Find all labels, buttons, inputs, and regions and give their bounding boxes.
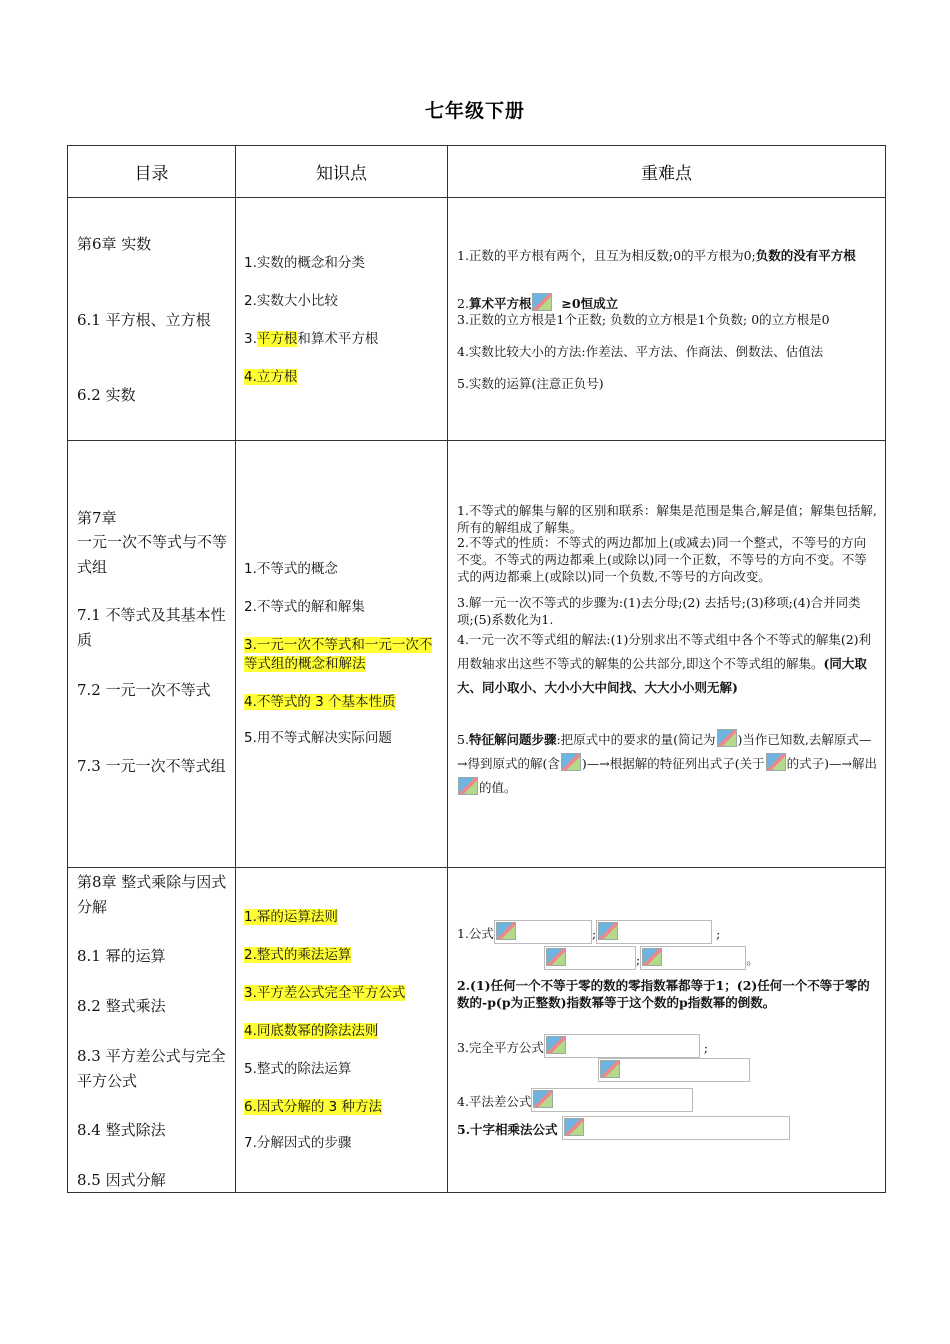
ch8-toc-cell xyxy=(68,868,236,1193)
ch6-key-2 xyxy=(457,293,618,312)
ch6-title: 第6章 实数 xyxy=(77,235,152,253)
syllabus-table xyxy=(67,145,886,1193)
table-row-ch6 xyxy=(68,198,886,441)
ch6-sec1: 6.1 平方根、立方根 xyxy=(77,311,211,329)
formula-image-icon xyxy=(561,753,581,771)
ch6-key-1a: 1.正数的平方根有两个，且互为相反数;0的平方根为0; xyxy=(457,248,756,263)
ch7-sec2: 7.2 一元一次不等式 xyxy=(77,681,211,699)
ch7-sec3: 7.3 一元一次不等式组 xyxy=(77,757,226,775)
ch8-key-3 xyxy=(457,1034,708,1058)
formula-box xyxy=(562,1116,790,1140)
ch8-key-3-label: 3.完全平方公式 xyxy=(457,1040,544,1055)
ch6-key-3: 3.正数的立方根是1个正数; 负数的立方根是1个负数; 0的立方根是0 xyxy=(457,312,830,327)
ch6-key-5: 5.实数的运算(注意正负号) xyxy=(457,376,604,391)
ch7-key-5b: 特征解问题步骤 xyxy=(468,732,557,747)
ch8-point-1: 1.幂的运算法则 xyxy=(244,909,338,925)
ch7-key-cell xyxy=(448,441,886,868)
ch7-title: 第7章 xyxy=(77,509,117,527)
ch7-key-5f: 的式子)—→解出 xyxy=(786,756,877,771)
ch6-key-4: 4.实数比较大小的方法:作差法、平方法、作商法、倒数法、估值法 xyxy=(457,344,824,359)
formula-image-icon xyxy=(642,948,662,966)
ch8-point-4: 4.同底数幂的除法法则 xyxy=(244,1023,379,1039)
ch7-key-1: 1.不等式的解集与解的区别和联系：解集是范围是集合,解是值；解集包括解,所有的解组成了解集。 xyxy=(457,503,877,535)
ch7-key-5 xyxy=(457,728,877,800)
ch8-key-1-end: 。 xyxy=(746,952,759,967)
ch8-point-7: 7.分解因式的步骤 xyxy=(244,1135,352,1151)
ch8-point-2: 2.整式的乘法运算 xyxy=(244,947,352,963)
ch8-key-4 xyxy=(457,1088,693,1112)
header-toc: 目录 xyxy=(68,146,236,198)
ch7-key-5a: 5. xyxy=(457,732,469,747)
ch8-title: 第8章 整式乘除与因式分解 xyxy=(77,873,227,916)
formula-box xyxy=(544,1034,700,1058)
ch7-point-4: 4.不等式的 3 个基本性质 xyxy=(244,694,396,710)
formula-box xyxy=(531,1088,693,1112)
ch7-subtitle: 一元一次不等式与不等式组 xyxy=(77,533,228,576)
ch6-point-3-hl: 平方根 xyxy=(256,331,298,347)
ch8-key-1-sep3: ; xyxy=(636,952,641,967)
ch8-key-3-line2 xyxy=(598,1058,750,1082)
ch6-toc-cell xyxy=(68,198,236,441)
formula-image-icon xyxy=(533,1090,553,1108)
ch6-point-3 xyxy=(244,330,378,349)
ch7-key-5g: 的值。 xyxy=(479,780,517,795)
ch8-point-5: 5.整式的除法运算 xyxy=(244,1061,352,1077)
ch6-key-1b: 负数的没有平方根 xyxy=(755,248,856,263)
ch8-key-1-sep2: ; xyxy=(716,926,721,941)
ch7-key-4 xyxy=(457,628,877,700)
ch6-key-2b: 算术平方根 xyxy=(468,296,532,311)
ch7-key-4b: (同大取大、同小取小、大小小大中间找、大大小小则无解) xyxy=(457,656,867,695)
header-key: 重难点 xyxy=(448,146,886,198)
ch8-key-3-sep: ; xyxy=(703,1040,709,1055)
ch8-sec2: 8.2 整式乘法 xyxy=(77,997,166,1015)
formula-box xyxy=(640,946,746,970)
formula-box xyxy=(494,920,592,944)
ch8-key-5 xyxy=(457,1116,790,1140)
ch8-point-3: 3.平方差公式完全平方公式 xyxy=(244,985,406,1001)
ch7-point-5: 5.用不等式解决实际问题 xyxy=(244,730,392,746)
ch7-point-2: 2.不等式的解和解集 xyxy=(244,599,365,615)
ch8-sec4: 8.4 整式除法 xyxy=(77,1121,166,1139)
ch8-sec1: 8.1 幂的运算 xyxy=(77,947,166,965)
formula-image-icon xyxy=(546,1036,566,1054)
ch6-point-3-rest: 和算术平方根 xyxy=(297,331,379,347)
table-row-ch8 xyxy=(68,868,886,1193)
formula-box xyxy=(544,946,636,970)
formula-image-icon xyxy=(766,753,786,771)
ch7-point-1: 1.不等式的概念 xyxy=(244,561,338,577)
ch7-key-5e: )—→根据解的特征列出式子(关于 xyxy=(581,756,765,771)
ch6-point-4: 4.立方根 xyxy=(244,369,298,385)
ch7-key-5d: )当作已知数,去解原式—→得到原式的解(含 xyxy=(457,732,872,771)
ch8-key-1-label: 1.公式 xyxy=(457,926,494,941)
formula-image-icon xyxy=(564,1118,584,1136)
formula-box xyxy=(598,1058,750,1082)
ch7-points-cell xyxy=(236,441,448,868)
ch6-key-2a: 2. xyxy=(457,296,469,311)
header-points: 知识点 xyxy=(236,146,448,198)
page-title: 七年级下册 xyxy=(424,100,525,122)
ch8-key-cell xyxy=(448,868,886,1193)
ch8-points-cell xyxy=(236,868,448,1193)
formula-image-icon xyxy=(546,948,566,966)
formula-image-icon xyxy=(717,729,737,747)
ch6-key-cell xyxy=(448,198,886,441)
ch6-key-1 xyxy=(457,247,877,264)
ch8-sec3: 8.3 平方差公式与完全平方公式 xyxy=(77,1047,226,1090)
table-header-row xyxy=(68,146,886,198)
ch8-key-2: 2.(1)任何一个不等于零的数的零指数幂都等于1；(2)任何一个不等于零的数的-p(p为正整数)指数幂等于这个数的p指数幂的倒数。 xyxy=(457,978,870,1010)
ch7-key-4a: 4.一元一次不等式组的解法:(1)分别求出不等式组中各个不等式的解集(2)利用数轴求出这些不等式的解集的公共部分,即这个不等式组的解集。 xyxy=(457,632,872,671)
ch8-key-1 xyxy=(457,920,720,944)
formula-image-icon xyxy=(598,922,618,940)
ch8-sec5: 8.5 因式分解 xyxy=(77,1171,166,1189)
formula-image-icon xyxy=(600,1060,620,1078)
ch7-key-5c: :把原式中的要求的量(简记为 xyxy=(556,732,716,747)
ch7-point-3: 3.一元一次不等式和一元一次不等式组的概念和解法 xyxy=(244,637,433,672)
ch7-key-3: 3.解一元一次不等式的步骤为:(1)去分母;(2) 去括号;(3)移项;(4)合并同类项;(5)系数化为1. xyxy=(457,595,861,627)
ch6-points-cell xyxy=(236,198,448,441)
ch8-key-4-label: 4.平法差公式 xyxy=(457,1094,532,1109)
ch7-sec1: 7.1 不等式及其基本性质 xyxy=(77,606,226,649)
ch6-sec2: 6.2 实数 xyxy=(77,386,136,404)
ch8-key-1-line2 xyxy=(544,946,759,970)
ch8-key-1-sep: ; xyxy=(591,926,597,941)
ch6-key-2c: ≥0恒成立 xyxy=(561,296,619,311)
ch7-key-2: 2.不等式的性质：不等式的两边都加上(或减去)同一个整式，不等号的方向不变。不等式的两边都乘上(或除以)同一个正数，不等号的方向不变。不等式的两边都乘上(或除以)同一个负数,不等号的方向改变。 xyxy=(457,535,867,584)
formula-image-icon xyxy=(532,293,552,311)
ch6-point-3-num: 3. xyxy=(244,331,257,347)
ch7-toc-cell xyxy=(68,441,236,868)
table-row-ch7 xyxy=(68,441,886,868)
ch8-key-5-label: 5.十字相乘法公式 xyxy=(457,1122,558,1137)
ch8-point-6: 6.因式分解的 3 种方法 xyxy=(244,1099,383,1115)
formula-image-icon xyxy=(496,922,516,940)
ch6-point-2: 2.实数大小比较 xyxy=(244,293,338,309)
ch6-point-1: 1.实数的概念和分类 xyxy=(244,255,365,271)
formula-image-icon xyxy=(458,777,478,795)
formula-box xyxy=(596,920,712,944)
